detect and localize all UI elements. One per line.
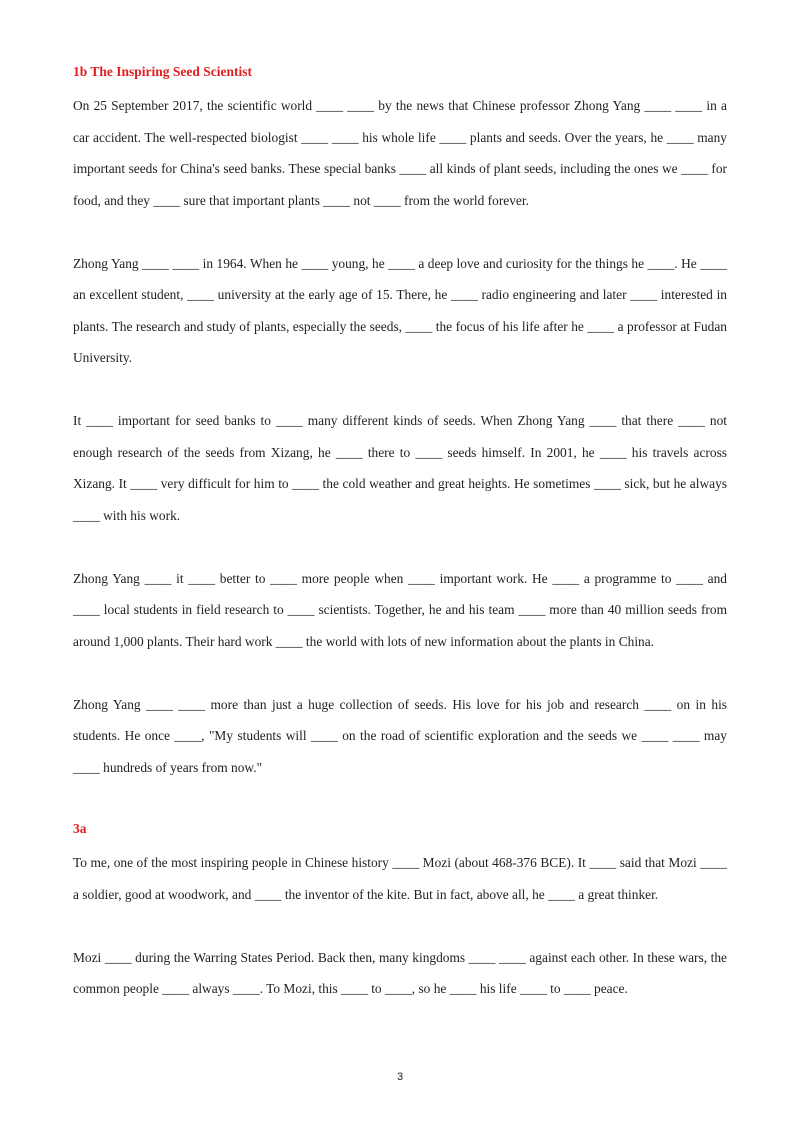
paragraph-5: Zhong Yang ____ ____ more than just a huge collection of seeds. His love for his job and research ____ on in his students. He once ____, "My students will ____ on the road of scientific exploration and the seeds we ____ ____ may ____ hundreds of years from now." [73,696,727,775]
paragraph-7: Mozi ____ during the Warring States Period. Back then, many kingdoms ____ ____ against each other. In these wars, the common people ____ always ____. To Mozi, this ____ to ____, so he ____ his life ____ to ____ peace. [73,949,727,996]
paragraph-4: Zhong Yang ____ it ____ better to ____ more people when ____ important work. He ____ a programme to ____ and ____ local students in field research to ____ scientists. Together, he and his team ____ more than 40 million seeds from around 1,000 plants. Their hard work ____ the world with lots of new information about the plants in China. [73,570,727,649]
paragraph-2: Zhong Yang ____ ____ in 1964. When he ____ young, he ____ a deep love and curiosity for the things he ____. He ____ an excellent student, ____ university at the early age of 15. There, he ____ radio engineering and later ____ interested in plants. The research and study of plants, especially the seeds, ____ the focus of his life after he ____ a professor at Fudan University. [73,255,727,365]
paragraph-3: It ____ important for seed banks to ____ many different kinds of seeds. When Zhong Yang ____ that there ____ not enough research of the seeds from Xizang, he ____ there to ____ seeds himself. In 2001, he ____ his travels across Xizang. It ____ very difficult for him to ____ the cold weather and great heights. He sometimes ____ sick, but he always ____ with his work. [73,413,727,523]
paragraph-6: To me, one of the most inspiring people in Chinese history ____ Mozi (about 468-376 BCE). It ____ said that Mozi ____ a soldier, good at woodwork, and ____ the inventor of the kite. But in fact, above all, he ____ a great thinker. [73,855,727,902]
paragraph-spacer [73,216,727,248]
paragraph-spacer [73,910,727,942]
paragraph-1: On 25 September 2017, the scientific world ____ ____ by the news that Chinese professor Zhong Yang ____ ____ in a car accident. The well-respected biologist ____ ____ his whole life ____ plants and seeds. Over the years, he ____ many important seeds for China's seed banks. These special banks ____ all kinds of plant seeds, including the ones we ____ for food, and they ____ sure that important plants ____ not ____ from the world forever. [73,98,727,208]
paragraph-spacer [73,531,727,563]
document-page [73,62,727,1005]
section-spacer [73,783,727,819]
paragraph-spacer [73,657,727,689]
section-heading-3a: 3a [73,821,87,836]
section-heading-1b: 1b The Inspiring Seed Scientist [73,64,253,79]
page-number: 3 [396,1071,404,1083]
paragraph-spacer [73,374,727,406]
